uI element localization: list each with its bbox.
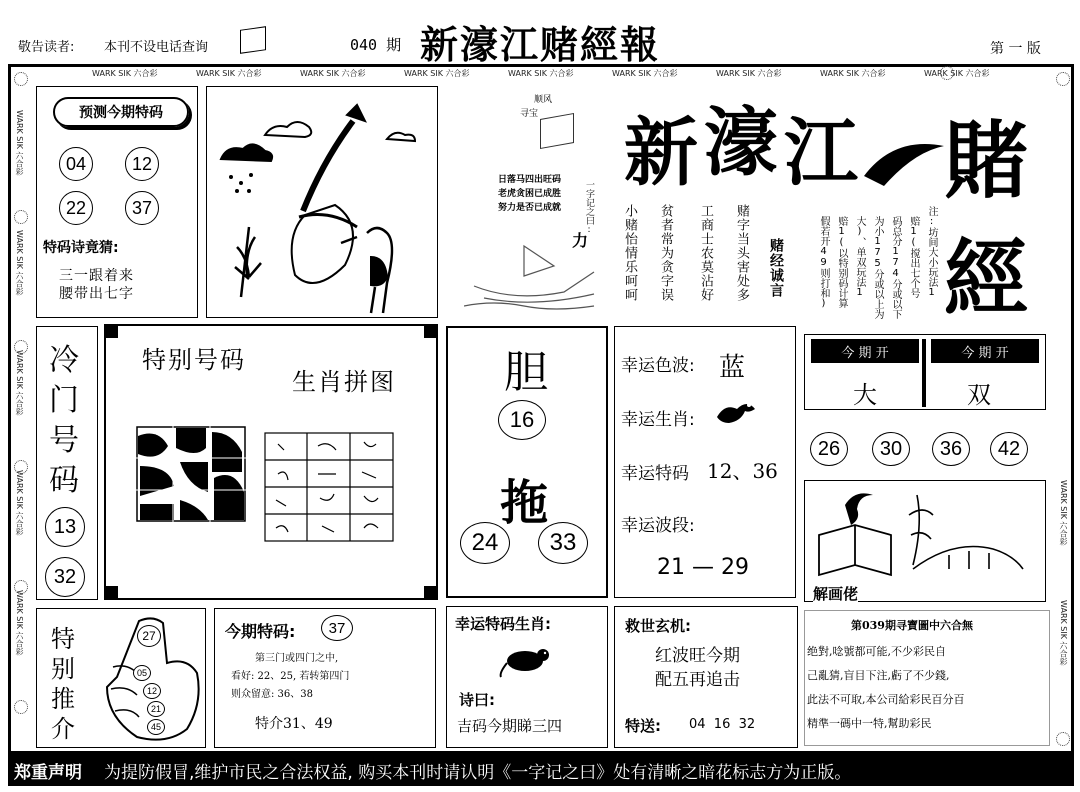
news-line: 此法不可取,本公司給彩民百分百 bbox=[807, 693, 965, 706]
open-value-a: 大 bbox=[853, 381, 877, 409]
brand-char: 賭 bbox=[944, 111, 1029, 210]
special-title-char: 介 bbox=[51, 715, 75, 743]
tuo-number: 33 bbox=[538, 522, 588, 564]
tuo-char: 拖 bbox=[500, 475, 549, 531]
flower-icon bbox=[14, 210, 28, 224]
edition-label: 第 一 版 bbox=[990, 41, 1041, 57]
rules-column: 注:坊间大小玩法1 bbox=[926, 206, 937, 298]
cold-number: 13 bbox=[45, 507, 85, 547]
dan-number: 16 bbox=[498, 400, 546, 440]
lucky-color-value: 蓝 bbox=[719, 353, 746, 383]
verse-column: 贫者常为贪字误 bbox=[658, 204, 673, 302]
flower-icon bbox=[14, 700, 28, 714]
predict-box bbox=[36, 86, 198, 318]
save-title: 救世玄机: bbox=[625, 617, 691, 635]
flower-icon bbox=[14, 72, 28, 86]
flower-icon bbox=[14, 340, 28, 354]
open-number: 26 bbox=[810, 432, 848, 466]
brand-char: 經 bbox=[944, 229, 1029, 328]
verse-column: 工商士农莫沾好 bbox=[698, 204, 713, 302]
corner-marker bbox=[104, 324, 118, 338]
open-divider bbox=[922, 339, 926, 407]
news-panel bbox=[804, 610, 1050, 746]
lucky-code-label: 幸运特码 bbox=[621, 464, 689, 484]
slogan-line: 老虎贪困已成胜 bbox=[498, 189, 562, 199]
lucky-zodiac-box bbox=[446, 606, 608, 748]
news-line: 己亂猜,盲目下注,虧了不少錢, bbox=[807, 669, 950, 682]
news-line: 绝對,唸號都可能,不少彩民自 bbox=[807, 645, 946, 658]
special-title-char: 别 bbox=[51, 655, 75, 683]
header bbox=[0, 0, 1080, 67]
flag-illustration bbox=[540, 113, 574, 149]
send-numbers: 04 16 32 bbox=[689, 717, 756, 732]
open-value-b: 双 bbox=[967, 381, 991, 409]
poem-line: 腰带出七字 bbox=[59, 286, 134, 302]
lucky-band-label: 幸运波段: bbox=[621, 516, 695, 536]
flower-icon bbox=[940, 66, 954, 80]
brand-char: 江 bbox=[784, 110, 858, 196]
period-code-box bbox=[214, 608, 436, 748]
save-line: 配五再追击 bbox=[655, 670, 740, 690]
save-line: 红波旺今期 bbox=[655, 646, 740, 666]
puzzle-pieces-image bbox=[136, 426, 246, 522]
rules-column: 假若开49则打和) bbox=[818, 216, 829, 309]
boat-illustration bbox=[464, 236, 614, 316]
news-line: 精準一碼中一特,幫助彩民 bbox=[807, 717, 932, 730]
hand-number: 12 bbox=[143, 683, 161, 699]
lucky-code-value: 12、36 bbox=[707, 459, 778, 483]
lucky-zodiac-label: 幸运生肖: bbox=[621, 410, 695, 430]
slogan-line: 努力是否已成就 bbox=[498, 203, 562, 213]
corner-marker bbox=[104, 586, 118, 600]
predict-badge: 预测今期特码 bbox=[53, 97, 189, 127]
corner-marker bbox=[424, 586, 438, 600]
open-header-b: 今 期 开 bbox=[931, 339, 1039, 363]
lucky-box bbox=[614, 326, 796, 598]
hand-number: 45 bbox=[147, 719, 165, 735]
brand-char: 濠 bbox=[704, 100, 778, 186]
period-code-line: 则众留意: 36、38 bbox=[231, 689, 313, 700]
open-box bbox=[804, 334, 1046, 410]
open-header-a: 今 期 开 bbox=[811, 339, 919, 363]
picture-box bbox=[804, 480, 1046, 602]
news-line: 第039期寻寶圖中六合無 bbox=[851, 619, 973, 632]
book-swan-illustration bbox=[809, 485, 1041, 581]
illustration-box bbox=[206, 86, 438, 318]
special-title-char: 推 bbox=[51, 685, 75, 713]
period-code-line: 第三门或四门之中, bbox=[255, 653, 339, 664]
cold-number: 32 bbox=[45, 557, 85, 597]
predict-number: 22 bbox=[59, 191, 93, 225]
rules-panel bbox=[804, 206, 944, 324]
cold-number-box bbox=[36, 326, 98, 600]
puzzle-box bbox=[104, 324, 438, 600]
footer-bar bbox=[8, 754, 1074, 786]
footer-label: 郑重声明 bbox=[14, 762, 82, 783]
period-code-line: 看好: 22、25, 若转第四门 bbox=[231, 671, 350, 682]
cold-title-char: 门 bbox=[49, 383, 79, 418]
power-char: 力 bbox=[572, 231, 589, 250]
rules-column: 为小175分或以上为 bbox=[872, 216, 883, 319]
cold-title-char: 号 bbox=[49, 423, 79, 458]
special-box bbox=[36, 608, 206, 748]
tag-label: 寻宝 bbox=[520, 109, 539, 119]
period-code-number: 37 bbox=[321, 615, 353, 641]
poem-line: 三一跟着来 bbox=[59, 268, 134, 284]
flower-icon bbox=[14, 580, 28, 594]
tuo-number: 24 bbox=[460, 522, 510, 564]
hand-number: 27 bbox=[137, 625, 161, 647]
verses-title: 赌经诚言 bbox=[768, 238, 784, 298]
open-number: 42 bbox=[990, 432, 1028, 466]
ink-brush bbox=[864, 136, 944, 196]
predict-number: 37 bbox=[125, 191, 159, 225]
puzzle-title: 特别号码 bbox=[142, 346, 246, 374]
flower-icon bbox=[1056, 72, 1070, 86]
brand-char: 新 bbox=[624, 110, 698, 196]
mark-label: 一字记之曰: bbox=[584, 180, 594, 235]
picture-label: 解画佬 bbox=[813, 585, 859, 603]
lucky-zodiac-poem: 吉码今期睇三四 bbox=[457, 717, 563, 735]
footer-text: 为提防假冒,维护市民之合法权益, 购买本刊时请认明《一字记之曰》处有清晰之暗花标志方为正版。 bbox=[104, 762, 852, 783]
issue-number: 040 期 bbox=[350, 36, 402, 54]
predict-number: 12 bbox=[125, 147, 159, 181]
flower-icon bbox=[14, 460, 28, 474]
lucky-zodiac-title: 幸运特码生肖: bbox=[455, 615, 551, 633]
center-top-panel bbox=[444, 86, 620, 318]
period-code-title: 今期特码: bbox=[225, 622, 296, 641]
rules-column: 码总分174分或以下 bbox=[890, 216, 901, 319]
corner-marker bbox=[424, 324, 438, 338]
special-title-char: 特 bbox=[51, 625, 75, 653]
predict-number: 04 bbox=[59, 147, 93, 181]
cold-title-char: 码 bbox=[49, 463, 79, 498]
poem-title: 特码诗竟猜: bbox=[43, 240, 119, 256]
dragon-icon bbox=[713, 397, 759, 429]
slogan-line: 日落马四出旺码 bbox=[498, 175, 562, 185]
send-label: 特送: bbox=[625, 717, 661, 735]
dan-tuo-box bbox=[446, 326, 608, 598]
rules-column: 赔1(搅出七个号 bbox=[908, 216, 919, 298]
hand-number: 05 bbox=[133, 665, 151, 681]
notice-label: 敬告读者: bbox=[18, 40, 75, 55]
riddle-illustration bbox=[207, 87, 435, 315]
poem-label: 诗曰: bbox=[459, 691, 495, 709]
lucky-band-value: 21 — 29 bbox=[657, 555, 749, 580]
lucky-color-label: 幸运色波: bbox=[621, 356, 695, 376]
rat-icon bbox=[499, 639, 559, 679]
dan-char: 胆 bbox=[504, 347, 548, 398]
verse-column: 小赌怡情乐呵呵 bbox=[622, 204, 637, 302]
masthead-title: 新濠江赌經報 bbox=[420, 22, 661, 67]
verse-column: 赌字当头害处多 bbox=[734, 204, 749, 302]
rules-column: 大)、单双玩法1 bbox=[854, 216, 865, 298]
period-code-bottom: 特介31、49 bbox=[255, 716, 333, 732]
puzzle-grid bbox=[264, 432, 394, 542]
save-box bbox=[614, 606, 798, 748]
book-icon bbox=[240, 26, 266, 54]
open-number: 36 bbox=[932, 432, 970, 466]
rules-column: 赔1(以特别码计算 bbox=[836, 216, 847, 308]
open-number: 30 bbox=[872, 432, 910, 466]
hand-number: 21 bbox=[147, 701, 165, 717]
puzzle-subtitle: 生肖拼图 bbox=[292, 368, 396, 396]
notice-text: 本刊不设电话查询 bbox=[104, 40, 209, 55]
flower-icon bbox=[1056, 732, 1070, 746]
tag-label: 顺风 bbox=[534, 95, 553, 105]
cold-title-char: 冷 bbox=[49, 343, 79, 378]
